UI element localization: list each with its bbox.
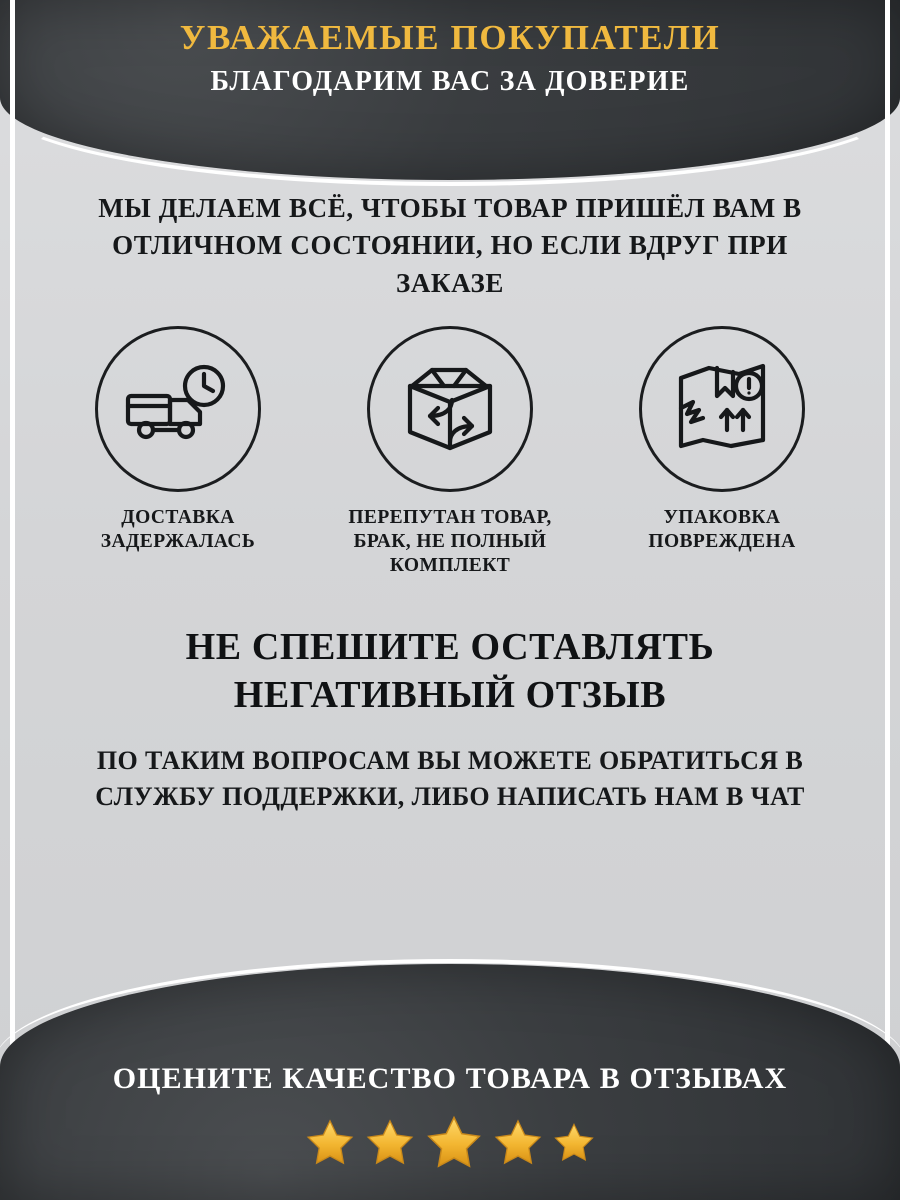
box-return-arrow-icon <box>394 356 506 461</box>
support-instructions-text: ПО ТАКИМ ВОПРОСАМ ВЫ МОЖЕТЕ ОБРАТИТЬСЯ В СЛУЖБУ ПОДДЕРЖКИ, ЛИБО НАПИСАТЬ НАМ В ЧАТ <box>95 746 805 812</box>
star-icon <box>423 1113 485 1178</box>
header-subtitle: БЛАГОДАРИМ ВАС ЗА ДОВЕРИЕ <box>210 66 690 98</box>
left-border-rail <box>10 0 15 1200</box>
damaged-package-icon <box>669 356 775 461</box>
icon-circle <box>367 326 533 492</box>
header-title: УВАЖАЕМЫЕ ПОКУПАТЕЛИ <box>179 18 721 57</box>
issue-icons-row <box>0 326 900 579</box>
footer-title: ОЦЕНИТЕ КАЧЕСТВО ТОВАРА В ОТЗЫВАХ <box>112 1061 788 1095</box>
header-content <box>0 18 900 99</box>
icon-circle <box>639 326 805 492</box>
star-icon <box>551 1121 597 1170</box>
delivery-truck-clock-icon <box>122 360 234 457</box>
issue-caption: УПАКОВКА ПОВРЕЖДЕНА <box>648 506 796 552</box>
issue-item-delivery-delayed <box>53 326 303 554</box>
issue-item-damaged-package <box>597 326 847 554</box>
issue-caption: ПЕРЕПУТАН ТОВАР, БРАК, НЕ ПОЛНЫЙ КОМПЛЕКТ <box>348 506 552 577</box>
main-content <box>0 190 900 815</box>
issue-caption: ДОСТАВКА ЗАДЕРЖАЛАСЬ <box>100 506 256 552</box>
issue-item-wrong-goods <box>325 326 575 579</box>
star-icon <box>491 1117 545 1174</box>
star-icon <box>303 1117 357 1174</box>
headline-text: НЕ СПЕШИТЕ ОСТАВЛЯТЬ НЕГАТИВНЫЙ ОТЗЫВ <box>185 626 715 716</box>
star-rating <box>0 1113 900 1178</box>
right-border-rail <box>885 0 890 1200</box>
icon-circle <box>95 326 261 492</box>
footer-content <box>0 1060 900 1179</box>
intro-text: МЫ ДЕЛАЕМ ВСЁ, ЧТОБЫ ТОВАР ПРИШЁЛ ВАМ В ОТЛИЧНОМ СОСТОЯНИИ, НО ЕСЛИ ВДРУГ ПРИ ЗАКАЗЕ <box>98 193 802 298</box>
star-icon <box>363 1117 417 1174</box>
